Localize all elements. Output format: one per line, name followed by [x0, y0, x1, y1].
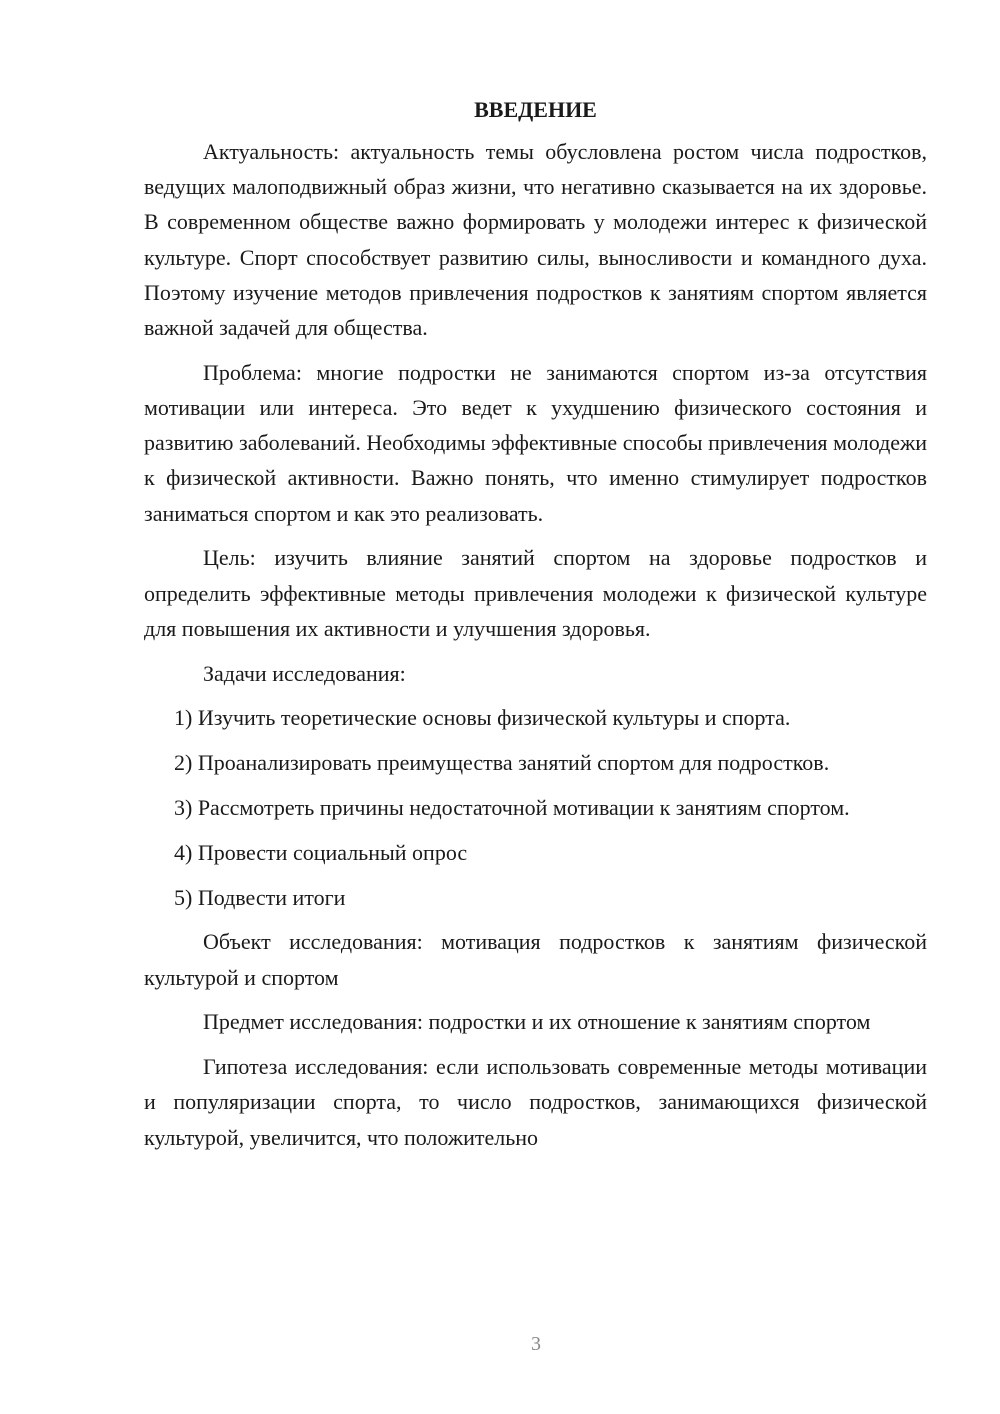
- hypothesis-paragraph: Гипотеза исследования: если использовать современные методы мотивации и популяризации спорта, то число подростков, занимающихся физической культурой, увеличится, что положительно: [144, 1054, 927, 1150]
- task-item-5: 5) Подвести итоги: [174, 884, 346, 910]
- section-title: ВВЕДЕНИЕ: [474, 97, 597, 122]
- tasks-heading: Задачи исследования:: [203, 660, 406, 686]
- problem-paragraph: Проблема: многие подростки не занимаются спортом из-за отсутствия мотивации или интереса. Это ведет к ухудшению физического состояния и развитию заболеваний. Необходимы эффективные способы привлечения молодежи к физической активности. Важно понять, что именно стимулирует подростков заниматься спортом и как это реализовать.: [144, 359, 927, 526]
- page-content: [144, 92, 927, 1164]
- subject-paragraph: Предмет исследования: подростки и их отношение к занятиям спортом: [203, 1009, 871, 1035]
- goal-paragraph: Цель: изучить влияние занятий спортом на здоровье подростков и определить эффективные методы привлечения молодежи к физической культуре для повышения их активности и улучшения здоровья.: [144, 545, 927, 641]
- task-item-3: 3) Рассмотреть причины недостаточной мотивации к занятиям спортом.: [174, 795, 850, 821]
- task-item-2: 2) Проанализировать преимущества занятий спортом для подростков.: [174, 750, 830, 776]
- task-item-4: 4) Провести социальный опрос: [174, 839, 468, 865]
- task-item-1: 1) Изучить теоретические основы физической культуры и спорта.: [174, 705, 791, 731]
- object-paragraph: Объект исследования: мотивация подростков к занятиям физической культурой и спортом: [144, 929, 927, 990]
- relevance-paragraph: Актуальность: актуальность темы обусловлена ростом числа подростков, ведущих малоподвижный образ жизни, что негативно сказывается на их здоровье. В современном обществе важно формировать у молодежи интерес к физической культуре. Спорт способствует развитию силы, выносливости и командного духа. Поэтому изучение методов привлечения подростков к занятиям спортом является важной задачей для общества.: [144, 139, 927, 341]
- page-number: 3: [531, 1333, 541, 1355]
